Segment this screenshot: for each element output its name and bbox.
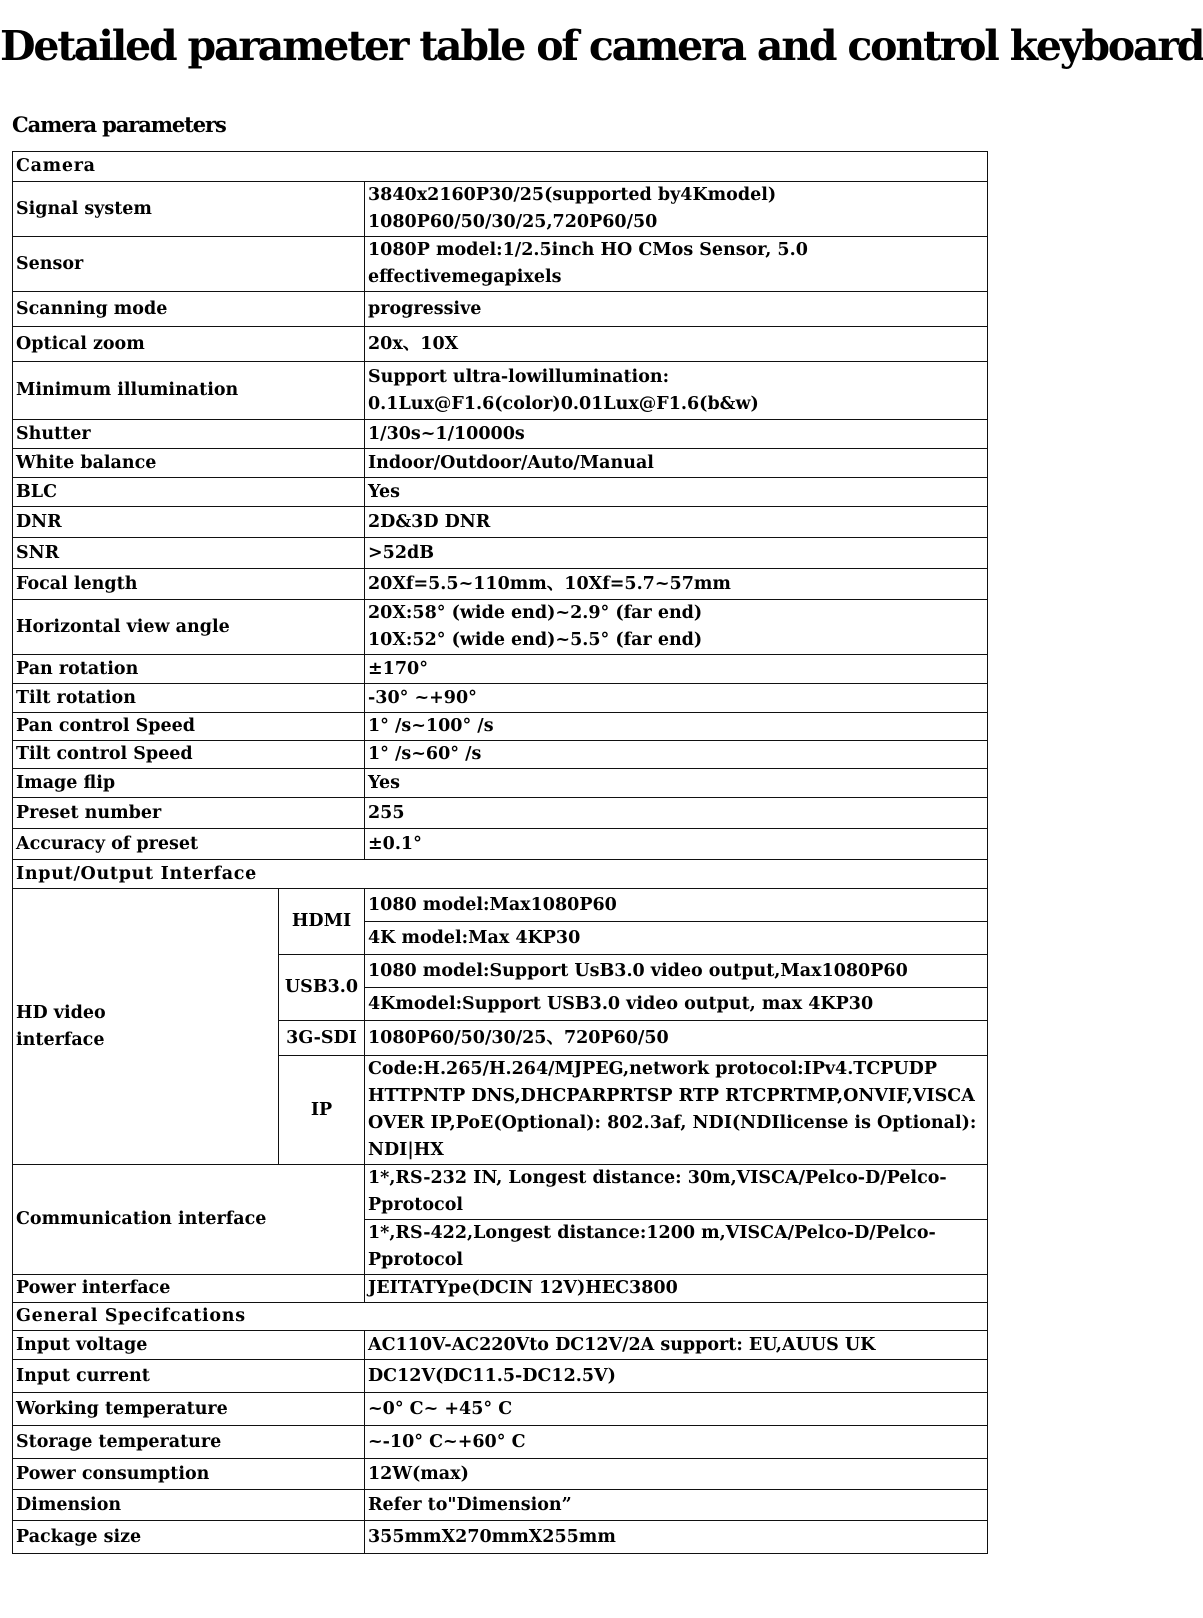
row-label: Power interface bbox=[13, 1275, 365, 1303]
row-label: Pan control Speed bbox=[13, 713, 365, 741]
table-row bbox=[13, 1275, 988, 1303]
row-value: ~0° C~ +45° C bbox=[365, 1393, 988, 1426]
row-label: Tilt control Speed bbox=[13, 741, 365, 769]
row-value: ±170° bbox=[365, 655, 988, 684]
table-row bbox=[13, 569, 988, 600]
row-value: 1° /s~60° /s bbox=[365, 741, 988, 769]
row-label: Tilt rotation bbox=[13, 684, 365, 713]
row-value: 1080P model:1/2.5inch HO CMos Sensor, 5.0 effectivemegapixels bbox=[365, 237, 988, 292]
row-label: Sensor bbox=[13, 237, 365, 292]
table-row bbox=[13, 182, 988, 237]
row-value: 20x、10X bbox=[365, 327, 988, 362]
table-row bbox=[13, 327, 988, 362]
row-label: Storage temperature bbox=[13, 1426, 365, 1459]
row-label: White balance bbox=[13, 449, 365, 478]
row-value: 3840x2160P30/25(supported by4Kmodel) 1080P60/50/30/25,720P60/50 bbox=[365, 182, 988, 237]
usb-value: 1080 model:Support UsB3.0 video output,Max1080P60 bbox=[365, 955, 988, 988]
table-row bbox=[13, 1165, 988, 1220]
section-camera: Camera bbox=[13, 152, 988, 182]
table-row bbox=[13, 600, 988, 655]
table-row bbox=[13, 420, 988, 449]
row-value: ~-10° C~+60° C bbox=[365, 1426, 988, 1459]
row-value: Yes bbox=[365, 478, 988, 507]
row-label: Shutter bbox=[13, 420, 365, 449]
table-row bbox=[13, 1426, 988, 1459]
row-label: SNR bbox=[13, 538, 365, 569]
parameter-table bbox=[12, 151, 988, 1554]
row-label: Working temperature bbox=[13, 1393, 365, 1426]
section-row bbox=[13, 1303, 988, 1331]
usb-label: USB3.0 bbox=[279, 955, 365, 1021]
row-label: Pan rotation bbox=[13, 655, 365, 684]
row-label: Input current bbox=[13, 1360, 365, 1393]
table-row bbox=[13, 655, 988, 684]
hdmi-value: 1080 model:Max1080P60 bbox=[365, 889, 988, 922]
ip-label: IP bbox=[279, 1056, 365, 1165]
row-value: progressive bbox=[365, 292, 988, 327]
row-label: Power consumption bbox=[13, 1459, 365, 1490]
section-io: Input/Output Interface bbox=[13, 860, 988, 889]
row-value: 1/30s~1/10000s bbox=[365, 420, 988, 449]
row-value: 20Xf=5.5~110mm、10Xf=5.7~57mm bbox=[365, 569, 988, 600]
row-value: Yes bbox=[365, 769, 988, 798]
row-label: Minimum illumination bbox=[13, 362, 365, 420]
communication-value: 1*,RS-422,Longest distance:1200 m,VISCA/Pelco-D/Pelco- Pprotocol bbox=[365, 1220, 988, 1275]
row-value: JEITATYpe(DCIN 12V)HEC3800 bbox=[365, 1275, 988, 1303]
row-value: 12W(max) bbox=[365, 1459, 988, 1490]
table-row bbox=[13, 829, 988, 860]
table-row bbox=[13, 449, 988, 478]
table-row bbox=[13, 769, 988, 798]
row-label: Focal length bbox=[13, 569, 365, 600]
row-value: >52dB bbox=[365, 538, 988, 569]
hd-video-label: HD video interface bbox=[13, 889, 279, 1165]
row-label: Package size bbox=[13, 1521, 365, 1554]
ip-value: Code:H.265/H.264/MJPEG,network protocol:IPv4.TCPUDP HTTPNTP DNS,DHCPARPRTSP RTP RTCPRTMP,ONVIF,VISCA OVER IP,PoE(Optional): 802.3af, NDI(NDIlicense is Optional): NDI|HX bbox=[365, 1056, 988, 1165]
row-label: Image flip bbox=[13, 769, 365, 798]
table-row bbox=[13, 538, 988, 569]
row-value: 20X:58° (wide end)~2.9° (far end) 10X:52° (wide end)~5.5° (far end) bbox=[365, 600, 988, 655]
row-value: Refer to"Dimension” bbox=[365, 1490, 988, 1521]
row-label: Horizontal view angle bbox=[13, 600, 365, 655]
row-label: Dimension bbox=[13, 1490, 365, 1521]
row-label: BLC bbox=[13, 478, 365, 507]
hdmi-value: 4K model:Max 4KP30 bbox=[365, 922, 988, 955]
table-row bbox=[13, 507, 988, 538]
row-value: 2D&3D DNR bbox=[365, 507, 988, 538]
table-row bbox=[13, 798, 988, 829]
communication-label: Communication interface bbox=[13, 1165, 365, 1275]
row-value: 255 bbox=[365, 798, 988, 829]
row-value: DC12V(DC11.5-DC12.5V) bbox=[365, 1360, 988, 1393]
table-row bbox=[13, 292, 988, 327]
row-label: Input voltage bbox=[13, 1331, 365, 1360]
section-heading: Camera parameters bbox=[12, 112, 226, 137]
page-title: Detailed parameter table of camera and control keyboard bbox=[0, 22, 1203, 70]
row-label: Signal system bbox=[13, 182, 365, 237]
sdi-label: 3G-SDI bbox=[279, 1021, 365, 1056]
table-row bbox=[13, 1331, 988, 1360]
section-row bbox=[13, 152, 988, 182]
table-row bbox=[13, 741, 988, 769]
row-label: Accuracy of preset bbox=[13, 829, 365, 860]
table-row bbox=[13, 1393, 988, 1426]
table-row bbox=[13, 1490, 988, 1521]
table-row bbox=[13, 362, 988, 420]
table-row bbox=[13, 478, 988, 507]
table-row bbox=[13, 1521, 988, 1554]
communication-value: 1*,RS-232 IN, Longest distance: 30m,VISCA/Pelco-D/Pelco- Pprotocol bbox=[365, 1165, 988, 1220]
row-label: Optical zoom bbox=[13, 327, 365, 362]
section-row bbox=[13, 860, 988, 889]
row-value: Support ultra-lowillumination: 0.1Lux@F1.6(color)0.01Lux@F1.6(b&w) bbox=[365, 362, 988, 420]
table-row bbox=[13, 713, 988, 741]
table-row bbox=[13, 889, 988, 922]
section-general: General Specifcations bbox=[13, 1303, 988, 1331]
table-row bbox=[13, 237, 988, 292]
row-value: Indoor/Outdoor/Auto/Manual bbox=[365, 449, 988, 478]
usb-value: 4Kmodel:Support USB3.0 video output, max 4KP30 bbox=[365, 988, 988, 1021]
row-value: 355mmX270mmX255mm bbox=[365, 1521, 988, 1554]
table-row bbox=[13, 1459, 988, 1490]
row-label: Scanning mode bbox=[13, 292, 365, 327]
hdmi-label: HDMI bbox=[279, 889, 365, 955]
sdi-value: 1080P60/50/30/25、720P60/50 bbox=[365, 1021, 988, 1056]
table-row bbox=[13, 684, 988, 713]
row-label: Preset number bbox=[13, 798, 365, 829]
row-value: ±0.1° bbox=[365, 829, 988, 860]
row-value: -30° ~+90° bbox=[365, 684, 988, 713]
row-value: 1° /s~100° /s bbox=[365, 713, 988, 741]
row-value: AC110V-AC220Vto DC12V/2A support: EU,AUUS UK bbox=[365, 1331, 988, 1360]
row-label: DNR bbox=[13, 507, 365, 538]
table-row bbox=[13, 1360, 988, 1393]
